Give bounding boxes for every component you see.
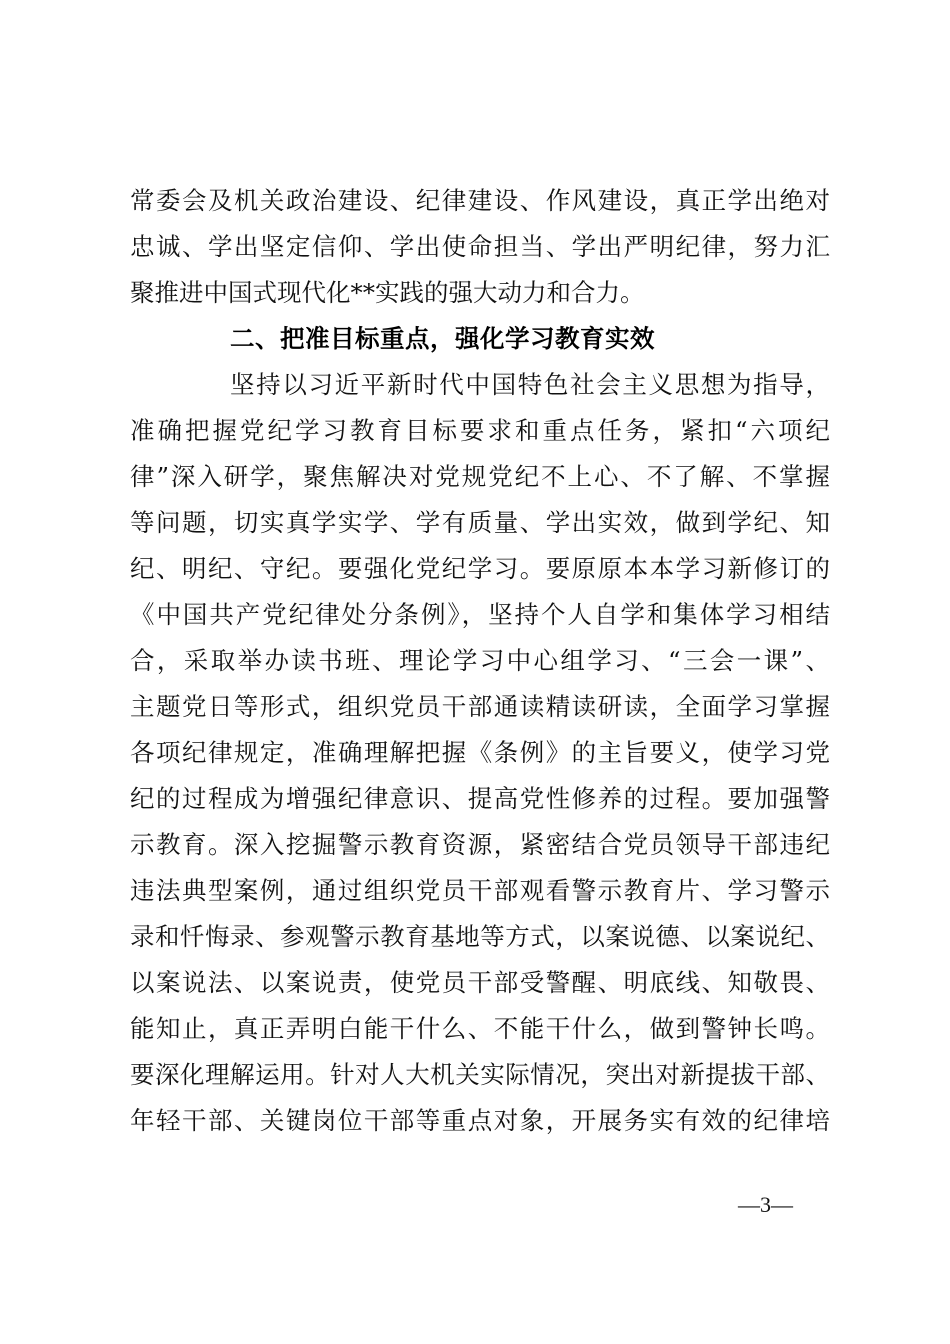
- paragraph-2-line-5: 纪、明纪、守纪。要强化党纪学习。要原原本本学习新修订的: [130, 554, 830, 583]
- paragraph-2-line-12: 违法典型案例，通过组织党员干部观看警示教育片、学习警示: [130, 876, 830, 905]
- section-heading: 二、把准目标重点，强化学习教育实效: [230, 324, 655, 353]
- paragraph-2-line-14: 以案说法、以案说责，使党员干部受警醒、明底线、知敬畏、: [130, 968, 830, 997]
- paragraph-1-line-1: 常委会及机关政治建设、纪律建设、作风建设，真正学出绝对: [130, 186, 830, 215]
- paragraph-2-line-11: 示教育。深入挖掘警示教育资源，紧密结合党员领导干部违纪: [130, 830, 830, 859]
- paragraph-2-line-8: 主题党日等形式，组织党员干部通读精读研读，全面学习掌握: [130, 692, 830, 721]
- paragraph-2-line-9: 各项纪律规定，准确理解把握《条例》的主旨要义，使学习党: [130, 738, 830, 767]
- paragraph-2-line-4: 等问题，切实真学实学、学有质量、学出实效，做到学纪、知: [130, 508, 830, 537]
- page-number: —3—: [738, 1192, 793, 1217]
- paragraph-2-line-2: 准确把握党纪学习教育目标要求和重点任务，紧扣“六项纪: [130, 416, 830, 445]
- paragraph-2-line-3: 律”深入研学，聚焦解决对党规党纪不上心、不了解、不掌握: [130, 462, 830, 491]
- paragraph-1-line-2: 忠诚、学出坚定信仰、学出使命担当、学出严明纪律，努力汇: [130, 232, 830, 261]
- paragraph-2-line-10: 纪的过程成为增强纪律意识、提高党性修养的过程。要加强警: [130, 784, 830, 813]
- paragraph-2-line-1: 坚持以习近平新时代中国特色社会主义思想为指导，: [230, 370, 830, 399]
- paragraph-2-line-15: 能知止，真正弄明白能干什么、不能干什么，做到警钟长鸣。: [130, 1014, 830, 1043]
- paragraph-2-line-7: 合，采取举办读书班、理论学习中心组学习、“三会一课”、: [130, 646, 830, 675]
- paragraph-2-line-17: 年轻干部、关键岗位干部等重点对象，开展务实有效的纪律培: [130, 1106, 830, 1135]
- paragraph-1-line-3: 聚推进中国式现代化**实践的强大动力和合力。: [130, 278, 645, 307]
- paragraph-2-line-6: 《中国共产党纪律处分条例》，坚持个人自学和集体学习相结: [130, 600, 830, 629]
- paragraph-2-line-16: 要深化理解运用。针对人大机关实际情况，突出对新提拔干部、: [130, 1060, 830, 1089]
- paragraph-2-line-13: 录和忏悔录、参观警示教育基地等方式，以案说德、以案说纪、: [130, 922, 830, 951]
